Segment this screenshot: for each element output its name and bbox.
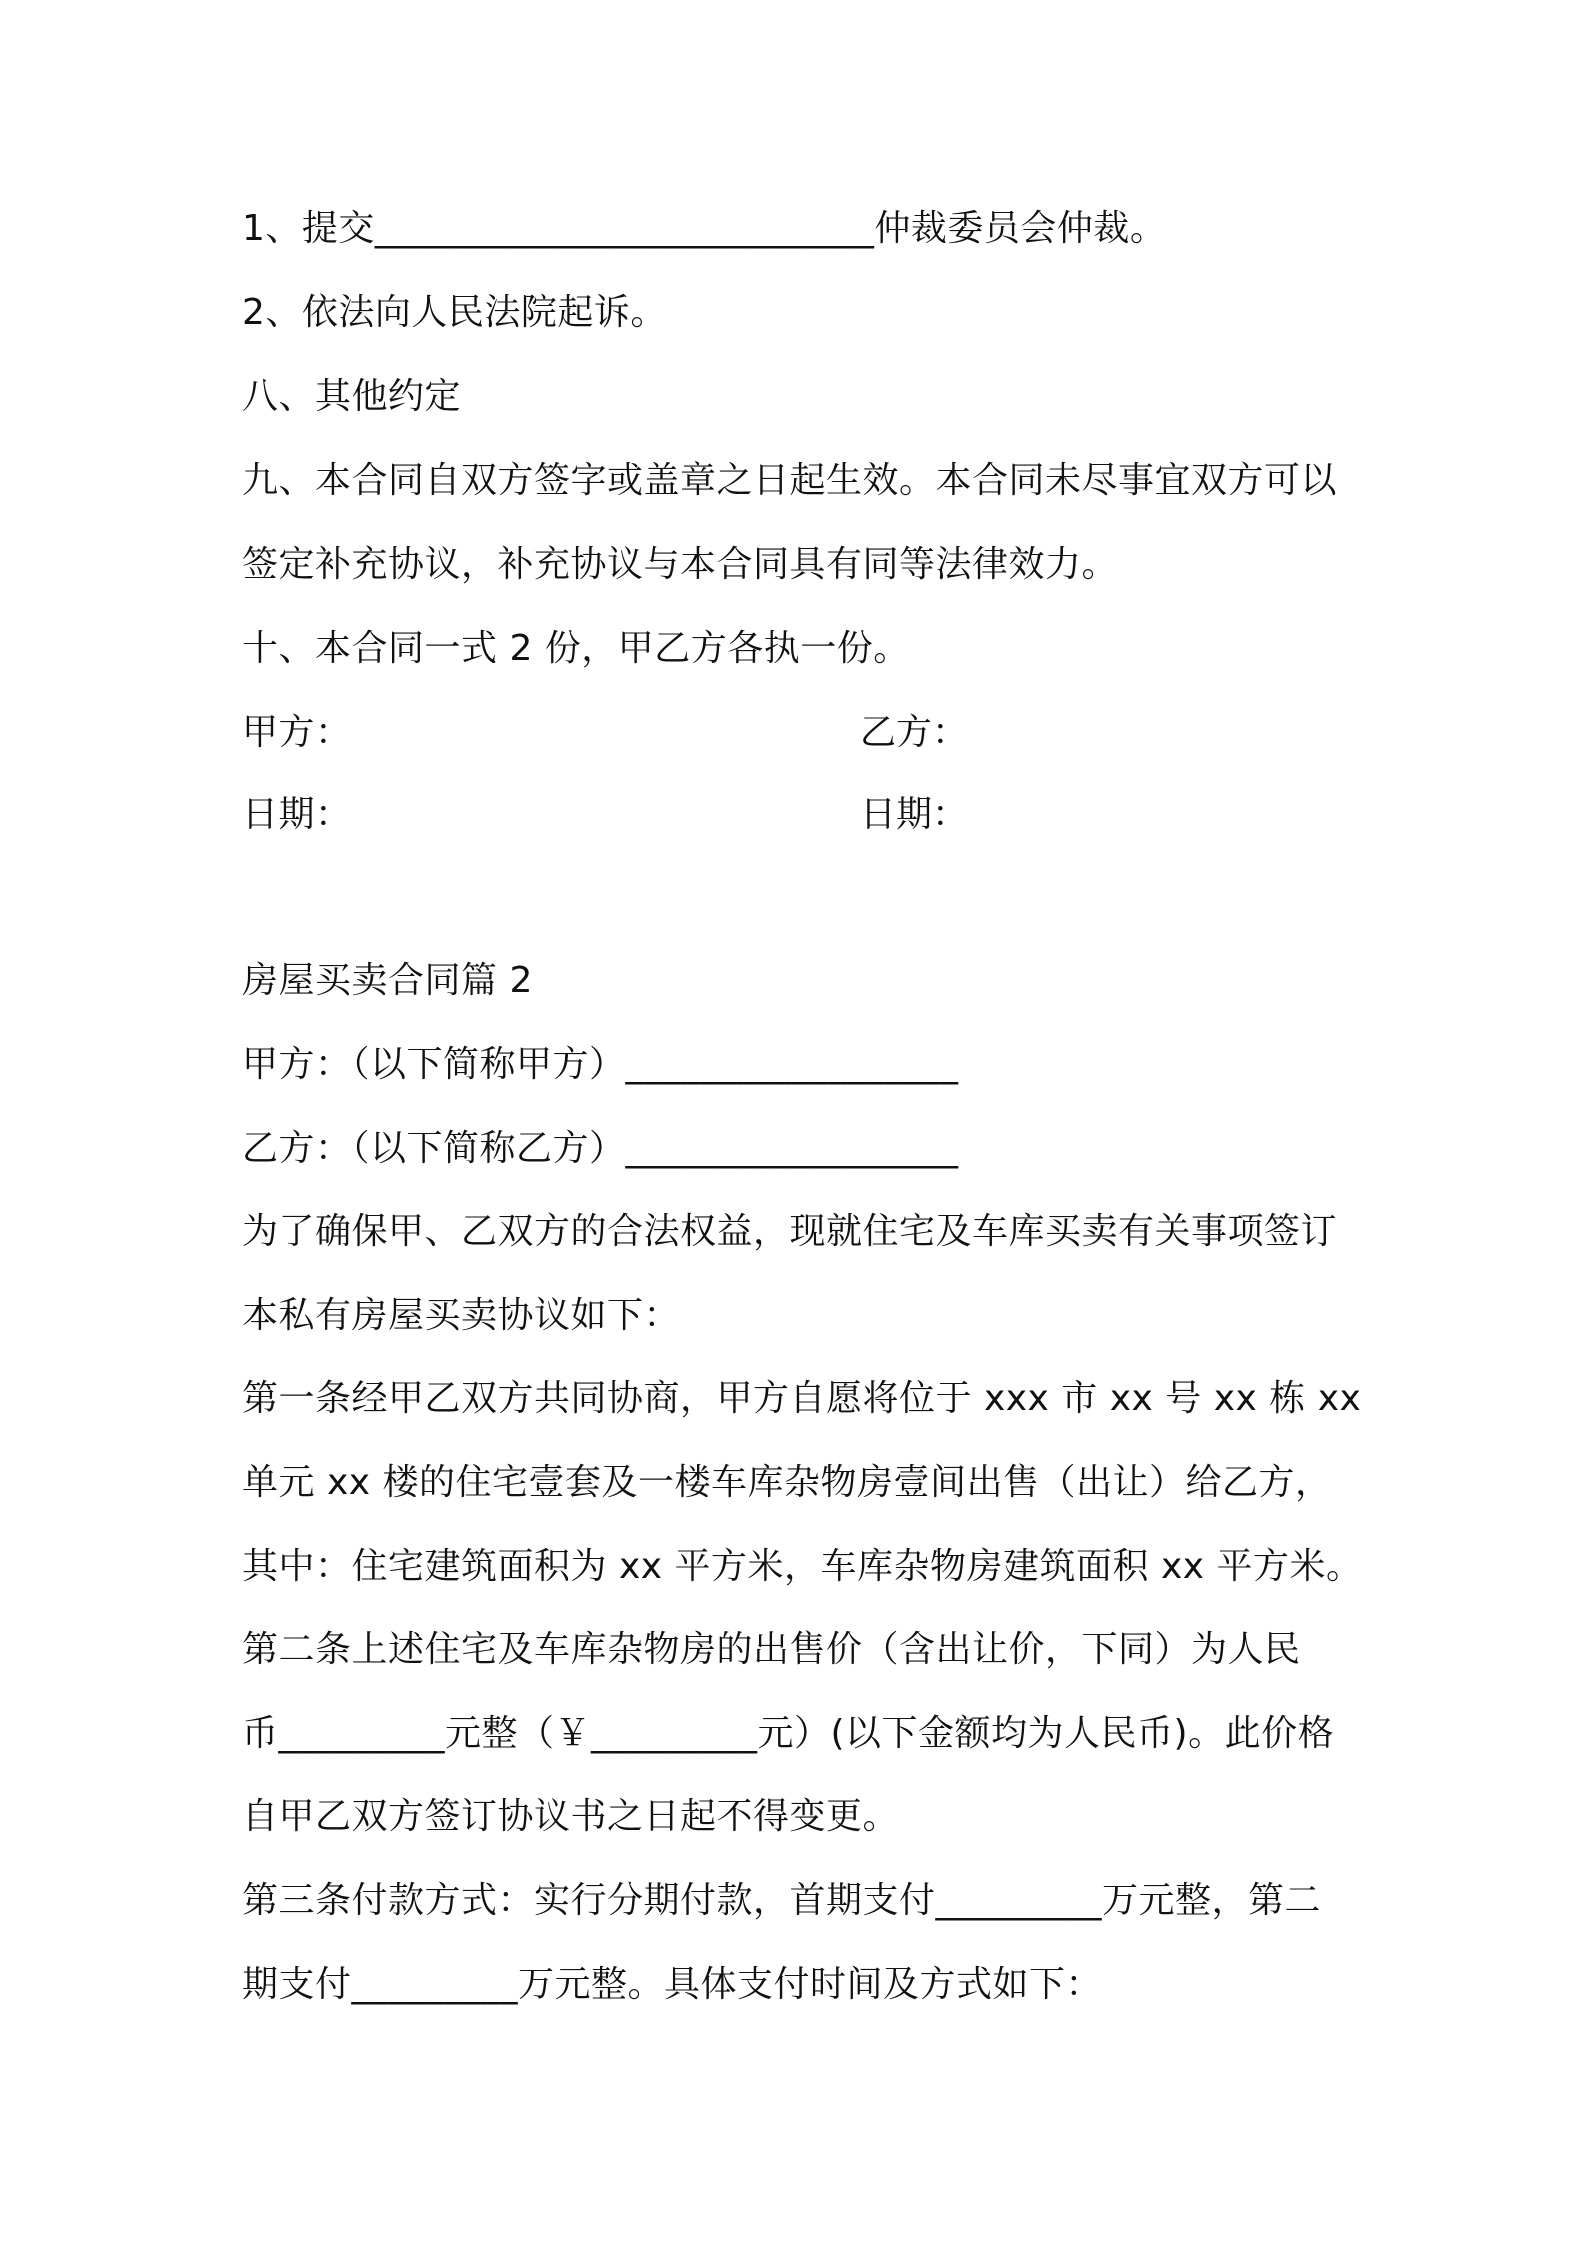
date-a-label: 日期：: [242, 794, 352, 835]
article-2-line-3: 自甲乙双方签订协议书之日起不得变更。: [242, 1796, 900, 1837]
section-2-intro-line-2: 本私有房屋买卖协议如下：: [242, 1295, 681, 1336]
article-3-line-2: 期支付_________万元整。具体支付时间及方式如下：: [242, 1964, 1103, 2005]
party-a-label: 甲方：: [242, 712, 352, 753]
clause-10: 十、本合同一式 2 份，甲乙方各执一份。: [242, 628, 910, 669]
section-2-intro-line-1: 为了确保甲、乙双方的合法权益，现就住宅及车库买卖有关事项签订: [242, 1211, 1338, 1252]
clause-court: 2、依法向人民法院起诉。: [242, 292, 667, 333]
article-1-line-1: 第一条经甲乙双方共同协商，甲方自愿将位于 xxx 市 xx 号 xx 栋 xx: [242, 1378, 1362, 1419]
section-2-party-b: 乙方：（以下简称乙方）__________________: [242, 1128, 959, 1169]
clause-9-line-2: 签定补充协议，补充协议与本合同具有同等法律效力。: [242, 544, 1119, 585]
party-b-label: 乙方：: [860, 712, 969, 753]
clause-arbitration: 1、提交___________________________仲裁委员会仲裁。: [242, 208, 1167, 249]
clause-9-line-1: 九、本合同自双方签字或盖章之日起生效。本合同未尽事宜双方可以: [242, 460, 1338, 501]
article-3-line-1: 第三条付款方式：实行分期付款，首期支付_________万元整，第二: [242, 1880, 1322, 1921]
section-2-title: 房屋买卖合同篇 2: [242, 960, 533, 1001]
section-2-party-a: 甲方：（以下简称甲方）__________________: [242, 1044, 959, 1085]
article-2-line-2: 币_________元整（￥_________元）(以下金额均为人民币)。此价格: [242, 1713, 1335, 1754]
clause-8-heading: 八、其他约定: [242, 376, 462, 417]
article-2-line-1: 第二条上述住宅及车库杂物房的出售价（含出让价，下同）为人民: [242, 1629, 1301, 1670]
article-1-line-3: 其中：住宅建筑面积为 xx 平方米，车库杂物房建筑面积 xx 平方米。: [242, 1546, 1363, 1587]
article-1-line-2: 单元 xx 楼的住宅壹套及一楼车库杂物房壹间出售（出让）给乙方，: [242, 1462, 1332, 1503]
date-b-label: 日期：: [860, 794, 969, 835]
